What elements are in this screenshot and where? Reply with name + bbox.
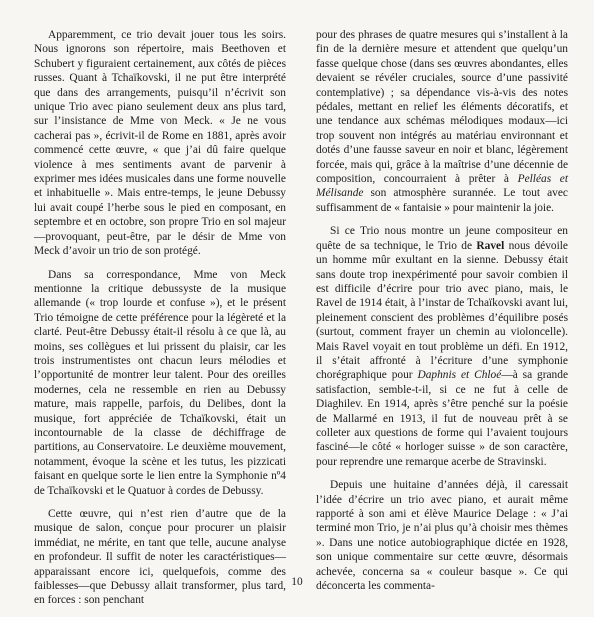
paragraph: Cette œuvre, qui n’est rien d’autre que de la musique de salon, conçue pour procurer un plaisir immédiat, ne mérite, en tant que telle, aucune analyse en profondeur. Il suffit de noter les caractéristiques—apparaissant encore ici, quelquefois, comme des faiblesses—que Debussy allait transformer, plus tard, en forces : son penchant: [34, 508, 286, 607]
paragraph: Depuis une huitaine d’années déjà, il caressait l’idée d’écrire un trio avec piano, et aurait même rapporté à son ami et élève Maurice Delage : « J’ai terminé mon Trio, je n’ai plus qu’à choisir mes thèmes ». Dans une notice autobiographique dictée en 1928, son unique commentaire sur cette œuvre, désormais achevée, concerna sa « couleur basque ». Ce qui déconcerta les commenta-: [316, 479, 568, 593]
paragraph: Apparemment, ce trio devait jouer tous les soirs. Nous ignorons son répertoire, mais Beethoven et Schubert y figuraient certainement, aux côtés de pièces russes. Quant à Tchaïkovski, il ne put être interprété que dans des arrangements, puisqu’il n’écrivit son unique Trio avec piano seulement deux ans plus tard, sur l’insistance de Mme von Meck. « Je ne vous cacherai pas », écrivit-il de Rome en 1881, après avoir commencé cette œuvre, « que j’ai dû faire quelque violence à mes sentiments avant de parvenir à exprimer mes idées musicales dans une forme nouvelle et inhabituelle ». Mais entre-temps, le jeune Debussy lui avait coupé l’herbe sous le pied en composant, en septembre et en octobre, son propre Trio en sol majeur—provoquant, peut-être, par le désir de Mme von Meck d’avoir un trio de son protégé.: [34, 29, 286, 258]
text-run: son atmosphère surannée. Le tout avec suffisamment de « fantaisie » pour maintenir la joie.: [316, 187, 568, 214]
paragraph: [316, 224, 568, 469]
paragraph: Dans sa correspondance, Mme von Meck mentionne la critique debussyste de la musique allemande (« trop lourde et confuse »), et le présent Trio témoigne de cette préférence pour la légèreté et la clarté. Peut-être Debussy était-il résolu à ce que là, au moins, ses collègues et lui prissent du plaisir, car les trois instrumentistes ont chacun leurs mélodies et l’opportunité de montrer leur talent. Pour des oreilles modernes, cela ne ressemble en rien au Debussy mature, mais rappelle, parfois, du Delibes, dont la musique, fort appréciée de Tchaïkovski, était un incontournable de la classe de déchiffrage de partitions, au Conservatoire. Le deuxième mouvement, notamment, évoque la scène et les tutus, les pizzicati faisant en quelque sorte le lien entre la Symphonie nº4 de Tchaïkovski et le Quatuor à cordes de Debussy.: [34, 268, 286, 497]
paragraph: [316, 28, 568, 215]
composer-name-bold: Ravel: [476, 239, 505, 252]
left-column: [34, 28, 286, 617]
text-run: —à sa grande satisfaction, semble-t-il, si ce ne fut à celle de Diaghilev. En 1914, après s’être penché sur la poésie de Mallarmé en 1913, il fut de nouveau prêt à se colleter aux questions de forme qui l’avaient toujours fasciné—le côté « horloger suisse » de son caractère, pour reprendre une remarque acerbe de Stravinski.: [316, 369, 569, 468]
text-run: pour des phrases de quatre mesures qui s’installent à la fin de la dernière mesure et attendent que quelqu’un fasse quelque chose (dans ses œuvres abondantes, elles devaient se révéler cruciales, source d’une passivité contemplative) ; sa dépendance vis-à-vis des notes pédales, mettant en relief les éléments décoratifs, et une tendance aux schémas mélodiques modaux—ici trop souvent non intégrés au matériau environnant et dotés d’une fausse saveur en noir et blanc, légèrement forcée, mais qui, grâce à la maîtrise d’une décennie de composition, concourraient à prêter à: [316, 29, 568, 186]
work-title-italic: Pelléas et Mélisande: [316, 173, 568, 200]
text-run: nous dévoile un homme mûr exultant en la sienne. Debussy était sans doute trop inexpérimenté pour savoir combien il est difficile d’écrire pour trio avec piano, mais, le Ravel de 1914 était, à l’instar de Tchaïkovski avant lui, pleinement conscient des problèmes d’équilibre posés (surtout, comment frayer un chemin au violoncelle). Mais Ravel voyait en tout problème un défi. En 1912, il s’était affronté à l’écriture d’une symphonie chorégraphique pour: [316, 239, 568, 382]
page-number: 10: [291, 576, 303, 588]
text-run: Si ce Trio nous montre un jeune compositeur en quête de sa technique, le Trio de: [316, 225, 568, 252]
right-column: [316, 28, 568, 602]
work-title-italic: Daphnis et Chloé: [417, 369, 502, 382]
